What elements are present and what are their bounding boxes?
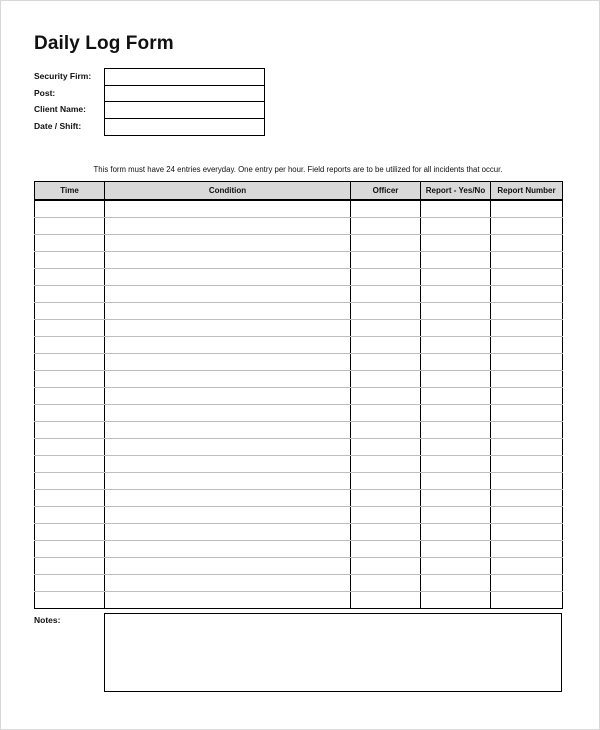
table-row	[35, 269, 563, 286]
table-row	[35, 200, 563, 218]
report-yes-no-cell[interactable]	[421, 269, 491, 286]
condition-cell[interactable]	[105, 473, 351, 490]
report-number-cell[interactable]	[491, 456, 563, 473]
report-yes-no-cell[interactable]	[421, 592, 491, 609]
form-instructions: This form must have 24 entries everyday. One entry per hour. Field reports are to be utilized for all incidents that occur.	[93, 165, 503, 174]
officer-cell[interactable]	[351, 575, 421, 592]
table-row	[35, 456, 563, 473]
table-row	[35, 286, 563, 303]
time-cell[interactable]	[35, 286, 105, 303]
officer-cell[interactable]	[351, 388, 421, 405]
condition-cell[interactable]	[105, 507, 351, 524]
column-header-time: Time	[35, 182, 105, 201]
time-cell[interactable]	[35, 337, 105, 354]
officer-cell[interactable]	[351, 252, 421, 269]
column-header-officer: Officer	[351, 182, 421, 201]
report-yes-no-cell[interactable]	[421, 490, 491, 507]
time-cell[interactable]	[35, 252, 105, 269]
time-cell[interactable]	[35, 524, 105, 541]
officer-cell[interactable]	[351, 439, 421, 456]
notes-field[interactable]	[104, 613, 562, 692]
report-number-cell[interactable]	[491, 439, 563, 456]
date-shift-field[interactable]	[105, 119, 264, 136]
report-yes-no-cell[interactable]	[421, 286, 491, 303]
time-cell[interactable]	[35, 388, 105, 405]
report-number-cell[interactable]	[491, 575, 563, 592]
condition-cell[interactable]	[105, 303, 351, 320]
field-labels	[34, 68, 91, 134]
condition-cell[interactable]	[105, 541, 351, 558]
condition-cell[interactable]	[105, 337, 351, 354]
report-number-cell[interactable]	[491, 473, 563, 490]
officer-cell[interactable]	[351, 269, 421, 286]
time-cell[interactable]	[35, 541, 105, 558]
table-row	[35, 354, 563, 371]
condition-cell[interactable]	[105, 592, 351, 609]
report-yes-no-cell[interactable]	[421, 507, 491, 524]
report-number-cell[interactable]	[491, 388, 563, 405]
officer-cell[interactable]	[351, 592, 421, 609]
report-yes-no-cell[interactable]	[421, 558, 491, 575]
form-title: Daily Log Form	[34, 33, 174, 54]
report-yes-no-cell[interactable]	[421, 422, 491, 439]
report-yes-no-cell[interactable]	[421, 235, 491, 252]
log-table-body	[35, 200, 563, 609]
report-number-cell[interactable]	[491, 235, 563, 252]
table-row	[35, 507, 563, 524]
condition-cell[interactable]	[105, 200, 351, 218]
table-row	[35, 235, 563, 252]
table-row	[35, 371, 563, 388]
condition-cell[interactable]	[105, 405, 351, 422]
report-number-cell[interactable]	[491, 354, 563, 371]
condition-cell[interactable]	[105, 558, 351, 575]
report-number-cell[interactable]	[491, 371, 563, 388]
time-cell[interactable]	[35, 592, 105, 609]
client-name-field[interactable]	[105, 102, 264, 119]
condition-cell[interactable]	[105, 286, 351, 303]
officer-cell[interactable]	[351, 320, 421, 337]
condition-cell[interactable]	[105, 490, 351, 507]
time-cell[interactable]	[35, 405, 105, 422]
report-number-cell[interactable]	[491, 592, 563, 609]
table-row	[35, 575, 563, 592]
report-number-cell[interactable]	[491, 541, 563, 558]
officer-cell[interactable]	[351, 200, 421, 218]
security-firm-label: Security Firm:	[34, 71, 92, 81]
time-cell[interactable]	[35, 354, 105, 371]
officer-cell[interactable]	[351, 558, 421, 575]
table-row	[35, 490, 563, 507]
table-row	[35, 320, 563, 337]
report-yes-no-cell[interactable]	[421, 320, 491, 337]
officer-cell[interactable]	[351, 405, 421, 422]
table-row	[35, 422, 563, 439]
report-yes-no-cell[interactable]	[421, 388, 491, 405]
time-cell[interactable]	[35, 218, 105, 235]
time-cell[interactable]	[35, 422, 105, 439]
time-cell[interactable]	[35, 320, 105, 337]
condition-cell[interactable]	[105, 388, 351, 405]
time-cell[interactable]	[35, 303, 105, 320]
report-number-cell[interactable]	[491, 286, 563, 303]
report-yes-no-cell[interactable]	[421, 354, 491, 371]
condition-cell[interactable]	[105, 575, 351, 592]
officer-cell[interactable]	[351, 507, 421, 524]
table-row	[35, 592, 563, 609]
table-row	[35, 473, 563, 490]
header-fields	[104, 68, 265, 136]
report-number-cell[interactable]	[491, 558, 563, 575]
time-cell[interactable]	[35, 507, 105, 524]
condition-cell[interactable]	[105, 235, 351, 252]
time-cell[interactable]	[35, 235, 105, 252]
time-cell[interactable]	[35, 575, 105, 592]
officer-cell[interactable]	[351, 354, 421, 371]
report-yes-no-cell[interactable]	[421, 200, 491, 218]
report-number-cell[interactable]	[491, 507, 563, 524]
time-cell[interactable]	[35, 473, 105, 490]
condition-cell[interactable]	[105, 524, 351, 541]
report-yes-no-cell[interactable]	[421, 473, 491, 490]
officer-cell[interactable]	[351, 371, 421, 388]
table-row	[35, 558, 563, 575]
report-yes-no-cell[interactable]	[421, 303, 491, 320]
table-row	[35, 439, 563, 456]
report-number-cell[interactable]	[491, 200, 563, 218]
table-row	[35, 218, 563, 235]
officer-cell[interactable]	[351, 337, 421, 354]
table-row	[35, 524, 563, 541]
condition-cell[interactable]	[105, 354, 351, 371]
report-number-cell[interactable]	[491, 490, 563, 507]
report-yes-no-cell[interactable]	[421, 337, 491, 354]
security-firm-field[interactable]	[105, 69, 264, 86]
column-header-report-number: Report Number	[491, 182, 563, 201]
officer-cell[interactable]	[351, 473, 421, 490]
officer-cell[interactable]	[351, 303, 421, 320]
condition-cell[interactable]	[105, 439, 351, 456]
log-table	[34, 181, 563, 609]
report-number-cell[interactable]	[491, 303, 563, 320]
report-number-cell[interactable]	[491, 405, 563, 422]
report-yes-no-cell[interactable]	[421, 575, 491, 592]
report-yes-no-cell[interactable]	[421, 218, 491, 235]
report-yes-no-cell[interactable]	[421, 371, 491, 388]
condition-cell[interactable]	[105, 456, 351, 473]
time-cell[interactable]	[35, 558, 105, 575]
officer-cell[interactable]	[351, 490, 421, 507]
officer-cell[interactable]	[351, 524, 421, 541]
post-label: Post:	[34, 87, 56, 98]
condition-cell[interactable]	[105, 371, 351, 388]
report-yes-no-cell[interactable]	[421, 439, 491, 456]
report-number-cell[interactable]	[491, 320, 563, 337]
notes-label: Notes:	[34, 615, 61, 625]
condition-cell[interactable]	[105, 320, 351, 337]
report-yes-no-cell[interactable]	[421, 456, 491, 473]
log-table-header	[35, 182, 563, 201]
table-row	[35, 252, 563, 269]
officer-cell[interactable]	[351, 286, 421, 303]
report-number-cell[interactable]	[491, 337, 563, 354]
time-cell[interactable]	[35, 439, 105, 456]
client-name-label: Client Name:	[34, 104, 86, 114]
officer-cell[interactable]	[351, 456, 421, 473]
condition-cell[interactable]	[105, 269, 351, 286]
officer-cell[interactable]	[351, 235, 421, 252]
report-number-cell[interactable]	[491, 269, 563, 286]
time-cell[interactable]	[35, 490, 105, 507]
report-yes-no-cell[interactable]	[421, 252, 491, 269]
table-row	[35, 388, 563, 405]
table-row	[35, 303, 563, 320]
officer-cell[interactable]	[351, 218, 421, 235]
post-field[interactable]	[105, 86, 264, 103]
column-header-report-yes-no: Report - Yes/No	[421, 182, 491, 201]
officer-cell[interactable]	[351, 541, 421, 558]
time-cell[interactable]	[35, 371, 105, 388]
condition-cell[interactable]	[105, 422, 351, 439]
report-number-cell[interactable]	[491, 422, 563, 439]
condition-cell[interactable]	[105, 218, 351, 235]
column-header-condition: Condition	[105, 182, 351, 201]
condition-cell[interactable]	[105, 252, 351, 269]
report-yes-no-cell[interactable]	[421, 541, 491, 558]
time-cell[interactable]	[35, 456, 105, 473]
time-cell[interactable]	[35, 200, 105, 218]
table-row	[35, 337, 563, 354]
report-yes-no-cell[interactable]	[421, 524, 491, 541]
report-number-cell[interactable]	[491, 252, 563, 269]
date-shift-label: Date / Shift:	[34, 120, 82, 131]
table-row	[35, 541, 563, 558]
officer-cell[interactable]	[351, 422, 421, 439]
report-number-cell[interactable]	[491, 218, 563, 235]
table-row	[35, 405, 563, 422]
report-number-cell[interactable]	[491, 524, 563, 541]
time-cell[interactable]	[35, 269, 105, 286]
report-yes-no-cell[interactable]	[421, 405, 491, 422]
